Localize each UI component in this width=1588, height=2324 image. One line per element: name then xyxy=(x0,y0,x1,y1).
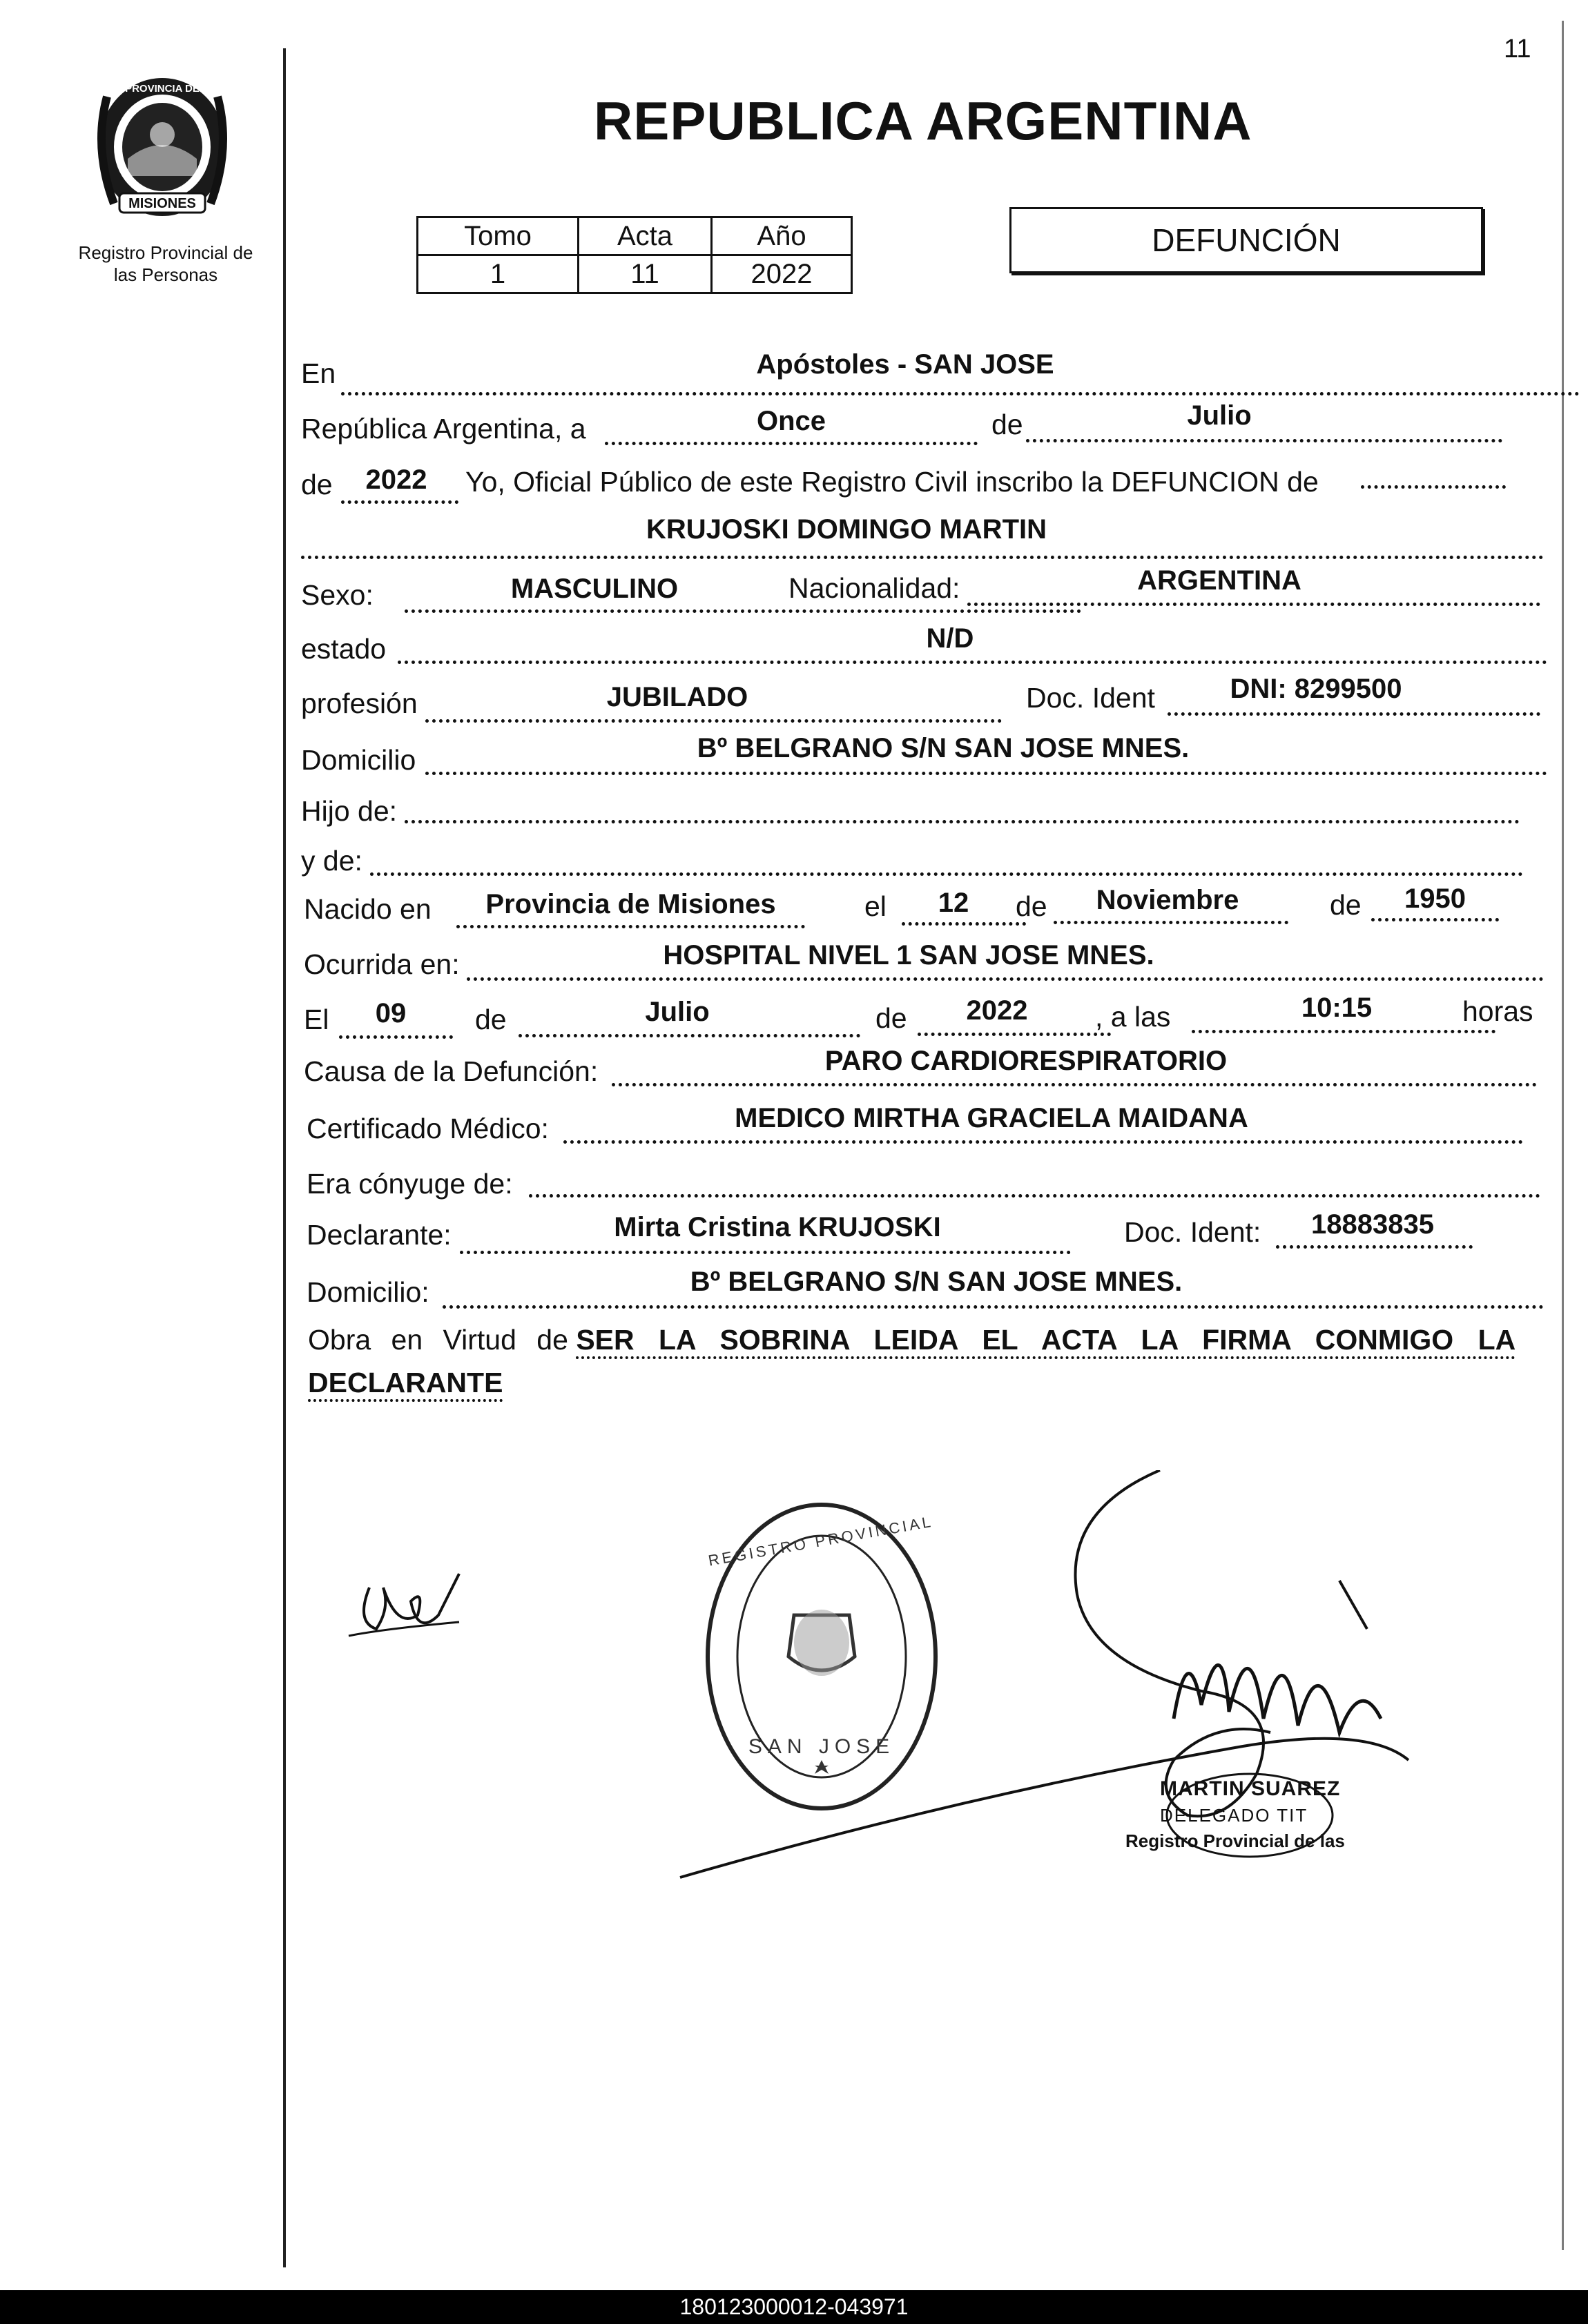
profesion-dots xyxy=(425,719,1002,723)
birth-day-dots xyxy=(902,922,1026,926)
birth-month-dots xyxy=(1054,921,1288,924)
profesion-label: profesión xyxy=(301,687,418,719)
domicilio-dots xyxy=(425,772,1547,775)
day-value: Once xyxy=(756,406,826,436)
svg-text:PROVINCIA DE: PROVINCIA DE xyxy=(125,83,200,95)
row-en xyxy=(301,349,1544,399)
month-value: Julio xyxy=(1187,400,1252,431)
en-value: Apóstoles - SAN JOSE xyxy=(756,349,1054,380)
row-inscribo xyxy=(301,466,1544,507)
anio-value: 2022 xyxy=(712,255,852,293)
reference-header-row xyxy=(418,217,852,255)
tomo-header: Tomo xyxy=(418,217,579,255)
row-yde xyxy=(301,843,1544,885)
causa-value: PARO CARDIORESPIRATORIO xyxy=(824,1046,1228,1076)
declarant-signature xyxy=(342,1560,473,1657)
left-margin-line xyxy=(283,48,286,2267)
nacido-value: Provincia de Misiones xyxy=(485,889,776,919)
provincial-seal-logo xyxy=(86,66,238,224)
republica-label: República Argentina, a xyxy=(301,413,586,445)
obra-value: SER LA SOBRINA LEIDA EL ACTA LA FIRMA CONMIGO LA DECLARANTE xyxy=(308,1324,1516,1398)
de2-label: de xyxy=(1016,890,1047,922)
doc-ident-label: Doc. Ident xyxy=(1026,682,1155,714)
horas-label: horas xyxy=(1462,995,1533,1027)
birth-year-dots xyxy=(1371,918,1499,921)
month-dots xyxy=(1026,439,1502,442)
ocurrida-label: Ocurrida en: xyxy=(304,948,460,980)
reference-value-row xyxy=(418,255,852,293)
registry-line-2: las Personas xyxy=(113,264,218,285)
birth-day: 12 xyxy=(938,888,969,918)
domicilio-label: Domicilio xyxy=(301,744,416,776)
yde-label: y de: xyxy=(301,845,362,877)
page-number: 11 xyxy=(1504,35,1531,64)
birth-year: 1950 xyxy=(1404,883,1466,914)
doc2-dots xyxy=(1276,1245,1473,1249)
reference-table xyxy=(416,216,853,294)
row-domicilio xyxy=(301,733,1544,781)
en-dots xyxy=(341,392,1580,396)
row-causa xyxy=(301,1046,1544,1094)
row-deceased-name xyxy=(301,514,1544,556)
deceased-name: KRUJOSKI DOMINGO MARTIN xyxy=(646,514,1047,545)
row-conyuge xyxy=(301,1166,1544,1208)
ocurrida-value: HOSPITAL NIVEL 1 SAN JOSE MNES. xyxy=(663,940,1154,970)
tomo-value: 1 xyxy=(418,255,579,293)
inscribo-dots xyxy=(1361,485,1506,489)
death-month: Julio xyxy=(645,997,710,1027)
certificado-dots xyxy=(563,1140,1523,1144)
svg-text:REGISTRO PROVINCIAL: REGISTRO PROVINCIAL xyxy=(706,1512,935,1570)
death-year-dots xyxy=(918,1033,1111,1036)
nacido-label: Nacido en xyxy=(304,893,432,925)
nacionalidad-dots xyxy=(967,603,1540,606)
certificado-value: MEDICO MIRTHA GRACIELA MAIDANA xyxy=(735,1103,1248,1133)
death-day: 09 xyxy=(375,998,407,1028)
declarante-dots xyxy=(460,1251,1071,1254)
obra-label: Obra en Virtud de xyxy=(308,1324,568,1356)
official-name: MARTIN SUAREZ xyxy=(1160,1777,1341,1800)
acta-header: Acta xyxy=(579,217,712,255)
stamp-san-jose: SAN JOSE xyxy=(748,1735,895,1758)
name-dots xyxy=(301,556,1544,559)
row-nacido xyxy=(301,883,1544,932)
nacionalidad-value: ARGENTINA xyxy=(1137,565,1301,596)
en-label: En xyxy=(301,358,336,389)
domicilio-value: Bº BELGRANO S/N SAN JOSE MNES. xyxy=(697,733,1190,763)
death-time-dots xyxy=(1192,1030,1495,1033)
causa-dots xyxy=(612,1083,1537,1086)
year-value: 2022 xyxy=(365,465,427,495)
certificado-label: Certificado Médico: xyxy=(307,1113,549,1144)
profesion-value: JUBILADO xyxy=(606,682,748,712)
row-certificado xyxy=(301,1103,1544,1151)
inscribo-text: Yo, Oficial Público de este Registro Civil inscribo la DEFUNCION de xyxy=(465,466,1319,498)
de4-label: de xyxy=(475,1004,507,1035)
declarante-label: Declarante: xyxy=(307,1219,452,1251)
row-ocurrida xyxy=(301,940,1544,987)
obra-en-virtud xyxy=(308,1318,1551,1404)
registry-line-1: Registro Provincial de xyxy=(78,242,253,263)
row-hijo xyxy=(301,794,1544,835)
el-label: el xyxy=(864,890,887,922)
death-month-dots xyxy=(519,1034,860,1037)
de3-label: de xyxy=(1330,889,1362,921)
row-fecha-defuncion xyxy=(301,993,1544,1041)
year-prefix-label: de xyxy=(301,469,333,500)
alas-label: , a las xyxy=(1095,1001,1171,1033)
sexo-dots xyxy=(405,609,1081,613)
declarante-value: Mirta Cristina KRUJOSKI xyxy=(614,1212,941,1242)
sexo-label: Sexo: xyxy=(301,579,374,611)
registry-name xyxy=(48,242,283,286)
row-estado xyxy=(301,623,1544,672)
svg-text:MISIONES: MISIONES xyxy=(128,196,196,211)
right-edge-line xyxy=(1562,21,1564,2250)
yde-dots xyxy=(370,872,1523,876)
domicilio2-dots xyxy=(443,1305,1544,1309)
death-time: 10:15 xyxy=(1301,993,1373,1023)
death-day-dots xyxy=(339,1035,453,1039)
day-dots xyxy=(605,442,978,445)
el2-label: El xyxy=(304,1004,329,1035)
acta-value: 11 xyxy=(579,255,712,293)
row-domicilio-declarante xyxy=(301,1267,1544,1315)
estado-value: N/D xyxy=(926,623,974,654)
nacionalidad-label: Nacionalidad: xyxy=(788,572,960,604)
estado-dots xyxy=(398,661,1547,664)
de-label: de xyxy=(991,409,1023,440)
anio-header: Año xyxy=(712,217,852,255)
sexo-value: MASCULINO xyxy=(510,574,679,604)
footer-code: 180123000012-043971 xyxy=(679,2294,909,2319)
official-registry: Registro Provincial de las xyxy=(1125,1830,1345,1851)
document-type-box: DEFUNCIÓN xyxy=(1009,207,1483,273)
footer-code-bar xyxy=(0,2290,1588,2324)
doc2-value: 18883835 xyxy=(1311,1209,1434,1240)
domicilio2-label: Domicilio: xyxy=(307,1276,429,1308)
row-declarante xyxy=(301,1209,1544,1258)
de5-label: de xyxy=(875,1002,907,1034)
doc2-label: Doc. Ident: xyxy=(1124,1216,1261,1248)
nacido-dots xyxy=(456,925,805,928)
row-fecha xyxy=(301,400,1544,454)
death-year: 2022 xyxy=(966,995,1028,1026)
official-role: DELEGADO TIT xyxy=(1160,1805,1308,1826)
domicilio2-value: Bº BELGRANO S/N SAN JOSE MNES. xyxy=(690,1267,1183,1297)
page-title: REPUBLICA ARGENTINA xyxy=(594,90,1252,151)
year-dots xyxy=(341,500,458,504)
conyuge-dots xyxy=(529,1194,1540,1198)
hijo-label: Hijo de: xyxy=(301,795,398,827)
causa-label: Causa de la Defunción: xyxy=(304,1055,599,1087)
row-profesion xyxy=(301,674,1544,726)
doc-ident-value: DNI: 8299500 xyxy=(1230,674,1402,704)
doc-ident-dots xyxy=(1168,712,1540,716)
ocurrida-dots xyxy=(467,977,1544,981)
estado-label: estado xyxy=(301,633,387,665)
conyuge-label: Era cónyuge de: xyxy=(307,1168,513,1200)
birth-month: Noviembre xyxy=(1096,885,1239,915)
row-sexo xyxy=(301,565,1544,618)
hijo-dots xyxy=(405,820,1520,823)
